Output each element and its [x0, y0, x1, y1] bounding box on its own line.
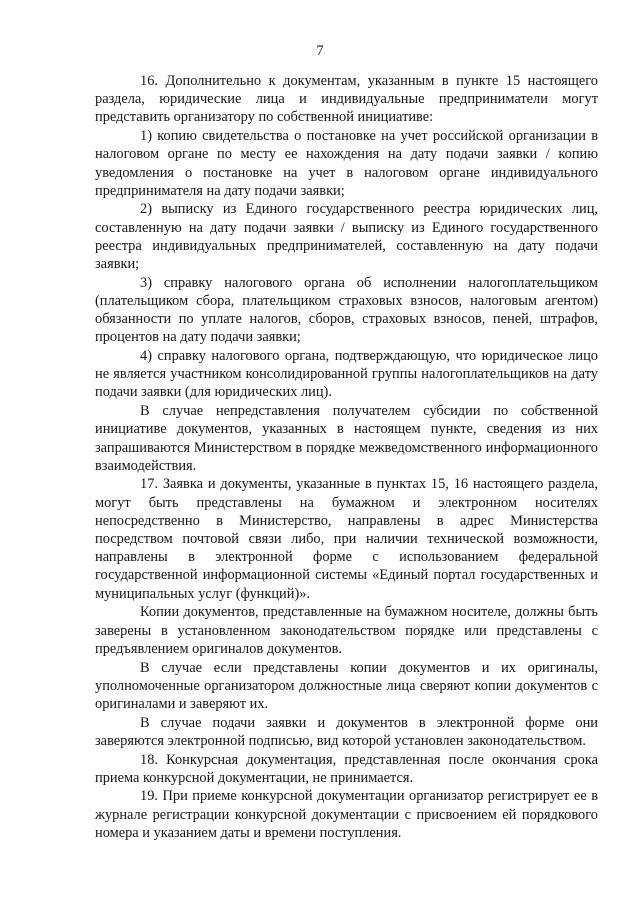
- list-item-4: 4) справку налогового органа, подтверждающую, что юридическое лицо не является участником консолидированной группы налогоплательщиков на дату подачи заявки (для юридических лиц).: [95, 348, 598, 401]
- paragraph-non-submission: В случае непредставления получателем субсидии по собственной инициативе документов, указанных в настоящем пункте, сведения из них запрашиваются Министерством в порядке межведомственного информационного взаимодействия.: [95, 403, 598, 474]
- paragraph-18: 18. Конкурсная документация, представленная после окончания срока приема конкурсной документации, не принимается.: [95, 751, 598, 786]
- list-item-2: 2) выписку из Единого государственного реестра юридических лиц, составленную на дату подачи заявки / выписку из Единого государственного реестра индивидуальных предпринимателей, составленную на дату подачи заявки;: [95, 201, 598, 273]
- paragraph-17: 17. Заявка и документы, указанные в пунктах 15, 16 настоящего раздела, могут быть представлены на бумажном и электронном носителях непосредственно в Министерство, направлены в адрес Министерства посредством почтовой связи либо, при наличии технической возможности, направлены в электронной форме с использованием федеральной государственной информационной системы «Единый портал государственных и муниципальных услуг (функций)».: [95, 476, 598, 602]
- paragraph-electronic-signature: В случае подачи заявки и документов в электронной форме они заверяются электронной подписью, вид которой установлен законодательством.: [95, 714, 598, 749]
- page-number: 7: [316, 43, 324, 59]
- paragraph-16-intro: 16. Дополнительно к документам, указанным в пункте 15 настоящего раздела, юридические лица и индивидуальные предприниматели могут представить организатору по собственной инициативе:: [95, 73, 598, 126]
- paragraph-copies-originals: В случае если представлены копии документов и их оригиналы, уполномоченные организатором должностные лица сверяют копии документов с оригиналами и заверяют их.: [95, 659, 598, 712]
- list-item-3: 3) справку налогового органа об исполнении налогоплательщиком (плательщиком сбора, плательщиком страховых взносов, налоговым агентом) обязанности по уплате налогов, сборов, страховых взносов, пеней, штрафов, процентов на дату подачи заявки;: [95, 274, 598, 346]
- document-body: [95, 72, 598, 842]
- paragraph-copies-certified: Копии документов, представленные на бумажном носителе, должны быть заверены в установленном законодательством порядке или представлены с предъявлением оригиналов документов.: [95, 604, 598, 657]
- paragraph-19: 19. При приеме конкурсной документации организатор регистрирует ее в журнале регистрации конкурсной документации с присвоением ей порядкового номера и указанием даты и времени поступления.: [95, 788, 598, 841]
- list-item-1: 1) копию свидетельства о постановке на учет российской организации в налоговом органе по месту ее нахождения на дату подачи заявки / копию уведомления о постановке на учет в налоговом органе индивидуального предпринимателя на дату подачи заявки;: [95, 128, 598, 199]
